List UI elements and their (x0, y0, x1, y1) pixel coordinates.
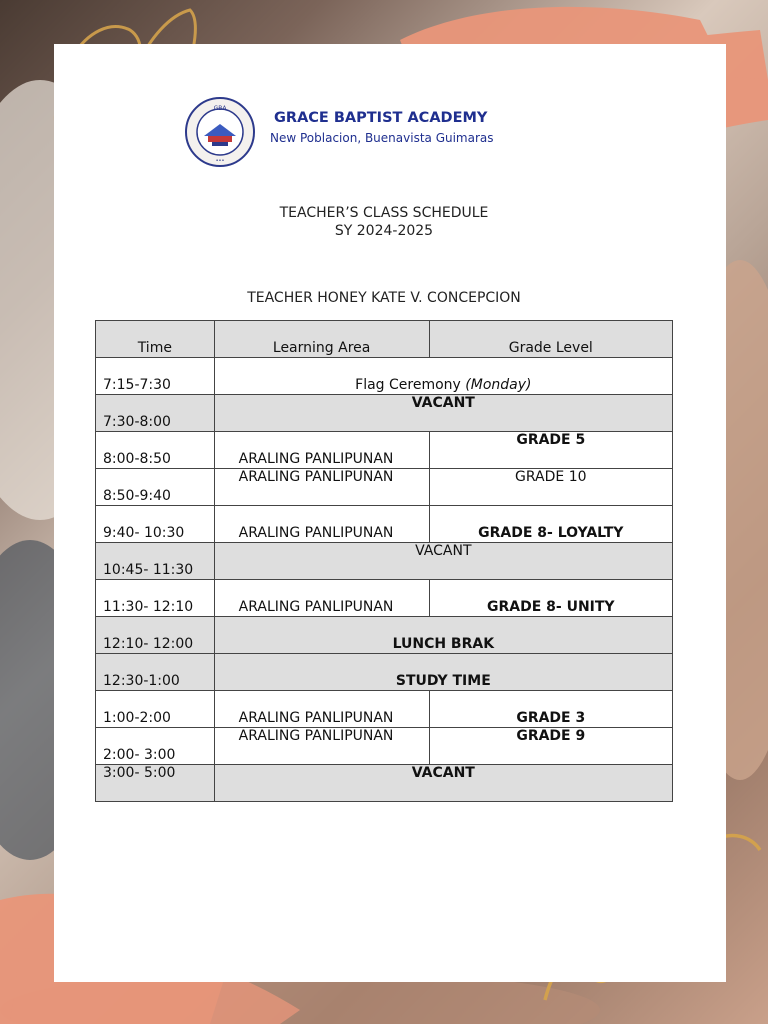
row-learning-area: ARALING PANLIPUNAN (214, 691, 429, 728)
row-learning-area: ARALING PANLIPUNAN (214, 469, 429, 506)
row-activity: VACANT (214, 543, 672, 580)
row-grade-level: GRADE 10 (429, 469, 672, 506)
school-name: GRACE BAPTIST ACADEMY (274, 110, 488, 126)
table-row (96, 580, 673, 617)
table-row (96, 654, 673, 691)
header-learning-area: Learning Area (214, 321, 429, 358)
row-activity: VACANT (214, 765, 672, 802)
table-header-row (96, 321, 673, 358)
row-time: 9:40- 10:30 (96, 506, 215, 543)
table-row (96, 691, 673, 728)
table-row (96, 543, 673, 580)
row-time: 10:45- 11:30 (96, 543, 215, 580)
header-grade-level: Grade Level (429, 321, 672, 358)
school-header (184, 96, 514, 168)
svg-text:GBA: GBA (213, 105, 227, 112)
row-grade-level: GRADE 8- UNITY (429, 580, 672, 617)
table-row (96, 765, 673, 802)
svg-text:•••: ••• (215, 158, 225, 164)
table-row (96, 728, 673, 765)
row-grade-level: GRADE 3 (429, 691, 672, 728)
row-time: 8:00-8:50 (96, 432, 215, 469)
row-activity: STUDY TIME (214, 654, 672, 691)
school-year: SY 2024-2025 (334, 223, 434, 239)
class-schedule-table (95, 320, 673, 802)
row-activity: LUNCH BRAK (214, 617, 672, 654)
school-address: New Poblacion, Buenavista Guimaras (270, 131, 494, 145)
table-row (96, 506, 673, 543)
row-grade-level: GRADE 9 (429, 728, 672, 765)
row-activity-note: (Monday) (465, 377, 532, 393)
row-grade-level: GRADE 5 (429, 432, 672, 469)
row-time: 11:30- 12:10 (96, 580, 215, 617)
document-title: TEACHER’S CLASS SCHEDULE (279, 205, 489, 221)
row-learning-area: ARALING PANLIPUNAN (214, 432, 429, 469)
row-learning-area: ARALING PANLIPUNAN (214, 580, 429, 617)
row-activity: Flag Ceremony (355, 377, 466, 393)
row-time: 7:15-7:30 (96, 358, 215, 395)
row-merged-cell (214, 358, 672, 395)
row-time: 3:00- 5:00 (96, 765, 215, 802)
row-learning-area: ARALING PANLIPUNAN (214, 728, 429, 765)
table-row (96, 432, 673, 469)
row-time: 1:00-2:00 (96, 691, 215, 728)
row-activity: VACANT (214, 395, 672, 432)
row-time: 12:10- 12:00 (96, 617, 215, 654)
row-time: 8:50-9:40 (96, 469, 215, 506)
row-time: 7:30-8:00 (96, 395, 215, 432)
teacher-name: TEACHER HONEY KATE V. CONCEPCION (247, 290, 521, 306)
row-grade-level: GRADE 8- LOYALTY (429, 506, 672, 543)
row-time: 12:30-1:00 (96, 654, 215, 691)
row-learning-area: ARALING PANLIPUNAN (214, 506, 429, 543)
table-row (96, 469, 673, 506)
table-row (96, 395, 673, 432)
header-time: Time (96, 321, 215, 358)
table-row (96, 617, 673, 654)
table-row (96, 358, 673, 395)
row-time: 2:00- 3:00 (96, 728, 215, 765)
school-seal-logo (184, 96, 256, 168)
